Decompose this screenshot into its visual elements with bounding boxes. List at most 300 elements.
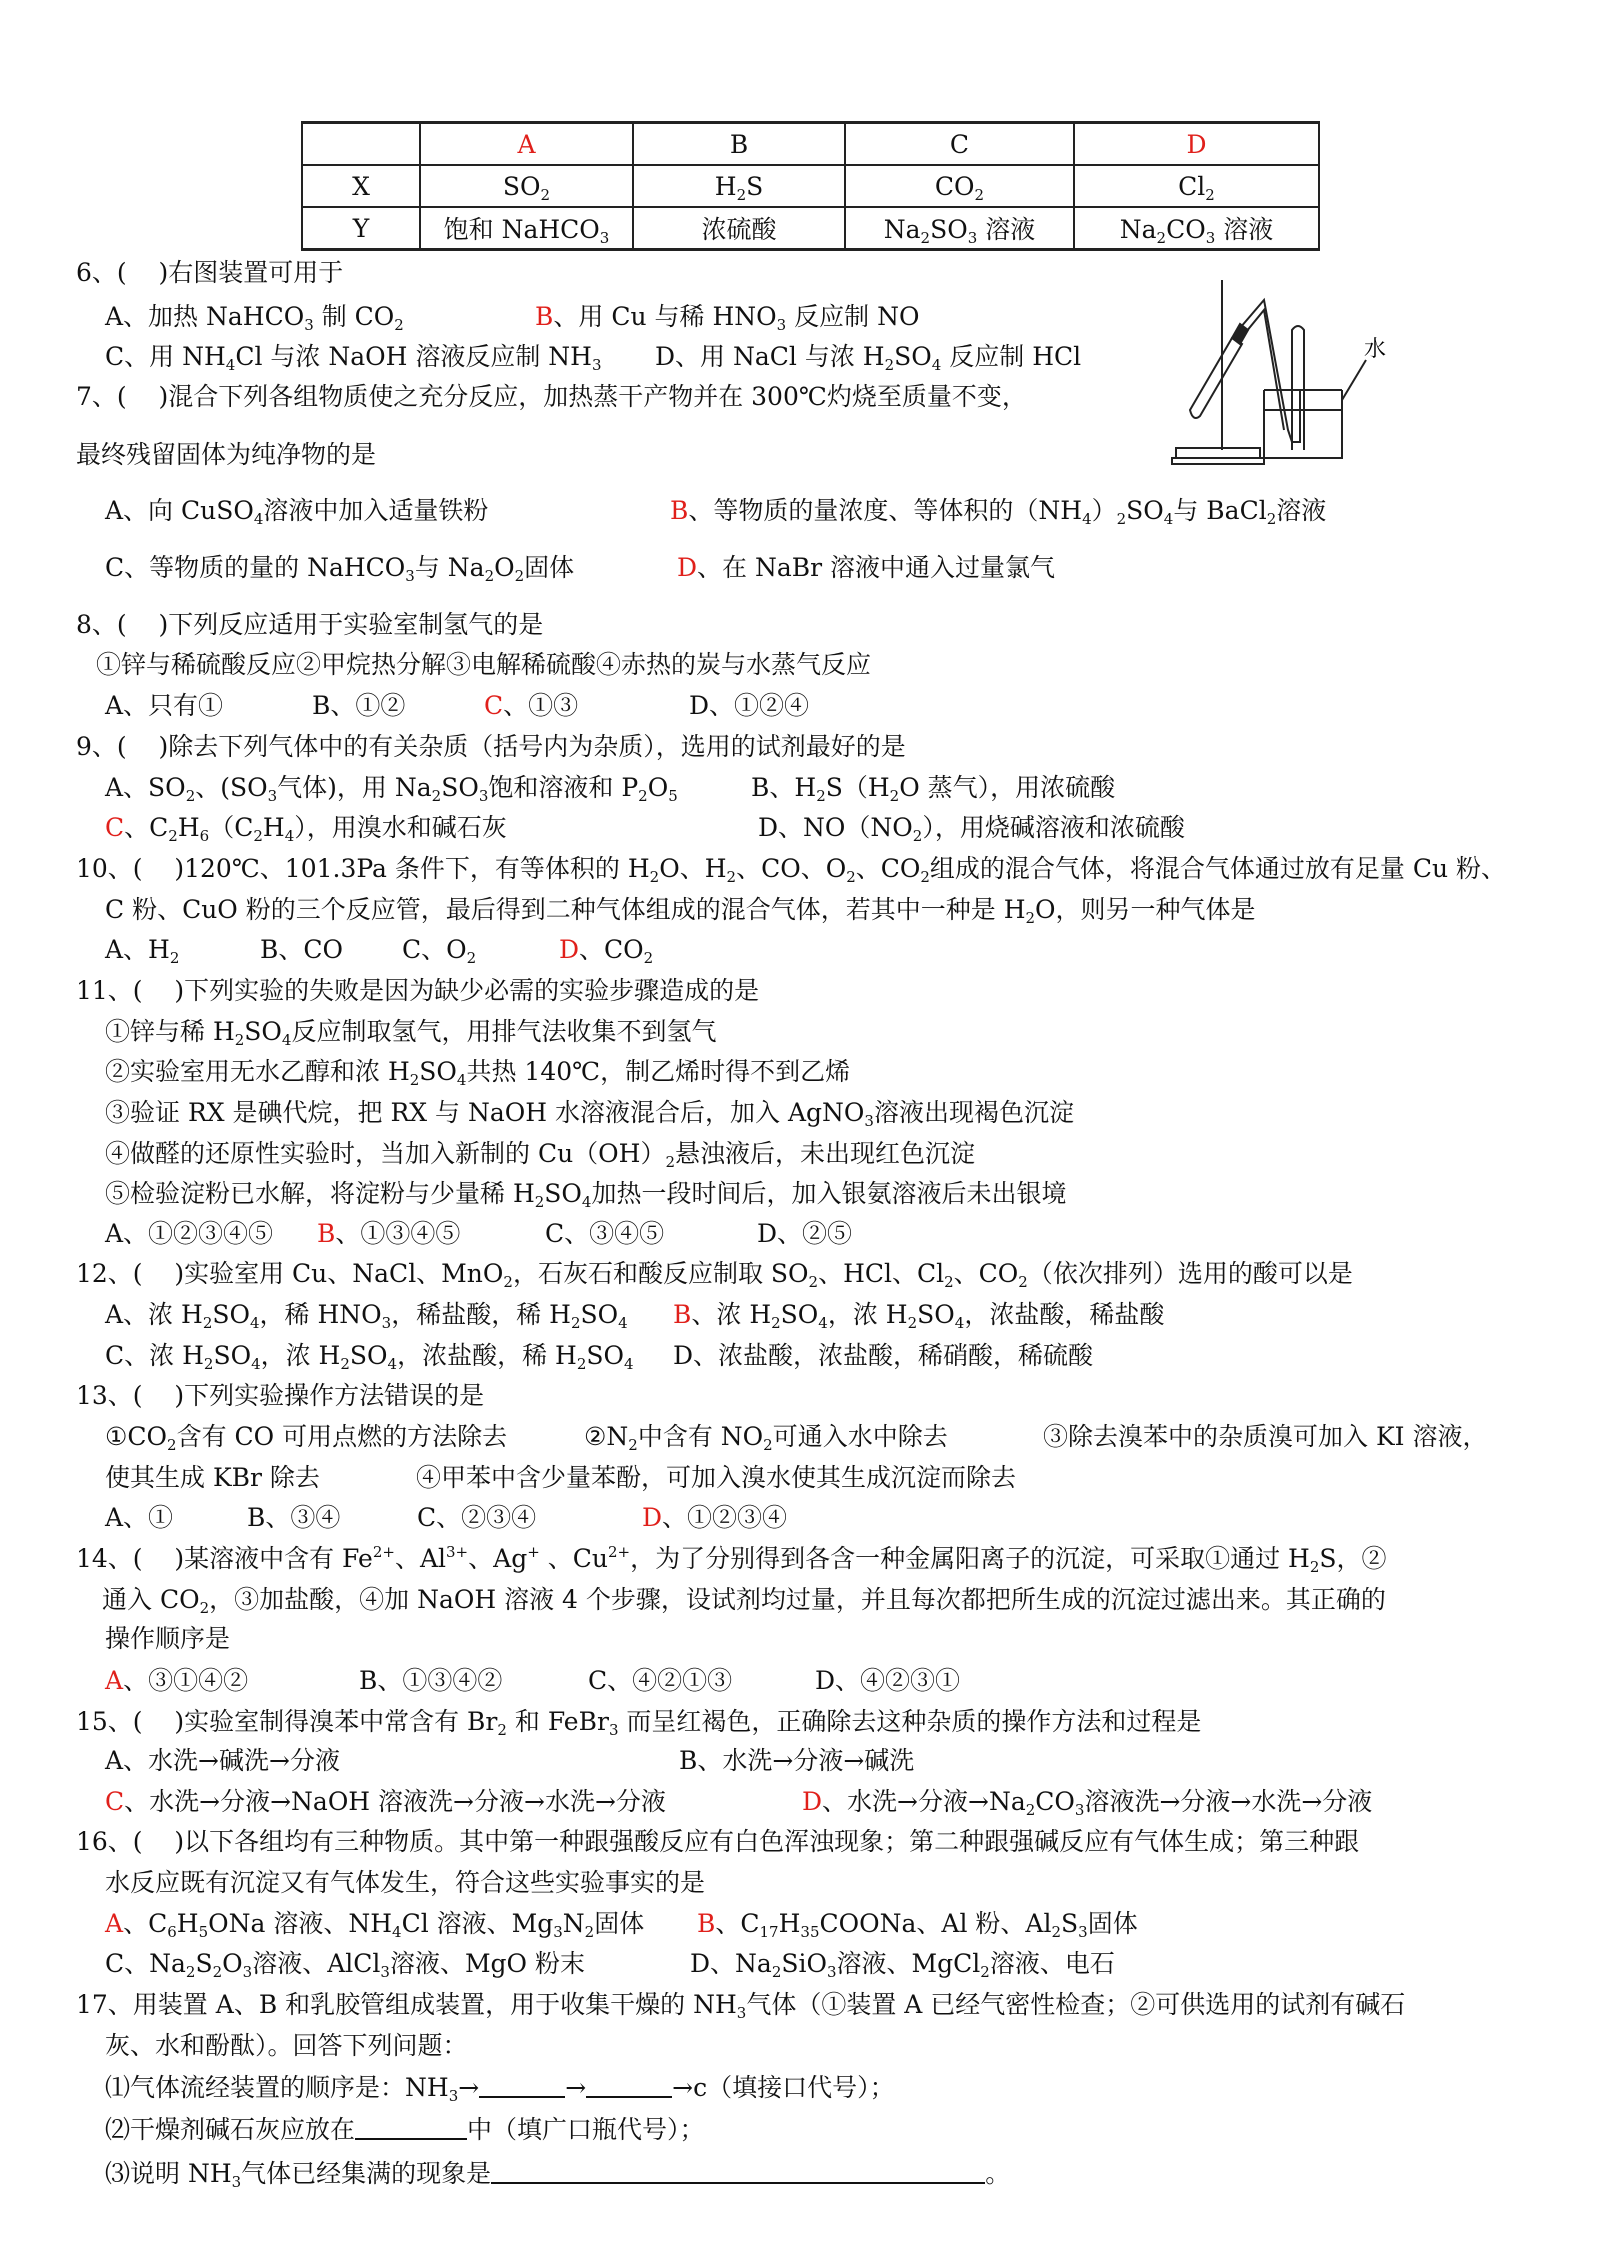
table-cell — [302, 207, 420, 250]
text-run: 、浓 H — [691, 1300, 772, 1329]
subscript: 2 — [889, 787, 900, 805]
answer-blank[interactable] — [491, 2158, 985, 2184]
text-run: → — [565, 2073, 587, 2102]
answer-option — [677, 551, 1055, 585]
subscript: 2 — [665, 1153, 676, 1171]
subscript: 2 — [1018, 1273, 1028, 1291]
text-run: 溶液、电石 — [989, 1949, 1115, 1978]
text-run: 7、( )混合下列各组物质使之充分反应，加热蒸干产物并在 300℃灼烧至质量不变， — [76, 382, 1027, 411]
text-run: 制 CO — [313, 302, 395, 331]
text-run: ⑤检验淀粉已水解，将淀粉与少量稀 H — [105, 1179, 535, 1208]
subscript: 2 — [920, 868, 930, 886]
collecting-tube-icon — [1292, 326, 1304, 450]
subscript: 2 — [1205, 185, 1215, 204]
text-run: D、④②③① — [815, 1666, 961, 1695]
text-line — [102, 1583, 1386, 1617]
subscript: 2 — [584, 1923, 595, 1941]
text-run: 、水洗→分液→NaOH 溶液洗→分液→水洗→分液 — [124, 1787, 666, 1816]
text-run: H — [778, 1909, 801, 1938]
answer-blank[interactable] — [355, 2114, 467, 2140]
text-run: D、NO（NO — [758, 813, 913, 842]
text-run: 溶液、MgCl — [836, 1949, 981, 1978]
apparatus-figure — [1160, 270, 1460, 470]
text-run: 反应制 NO — [786, 302, 920, 331]
text-run: H — [176, 1909, 199, 1938]
text-run: S（H — [825, 773, 890, 802]
subscript: 2 — [394, 316, 404, 334]
subscript: 3 — [242, 1963, 253, 1981]
answer-option — [105, 1420, 507, 1454]
subscript: 2 — [974, 185, 985, 204]
subscript: 2 — [907, 1314, 918, 1332]
subscript: 2 — [570, 1314, 581, 1332]
subscript: 2 — [1051, 1923, 1062, 1941]
answer-option — [690, 1947, 1115, 1981]
table-header-cell — [1074, 123, 1319, 166]
subscript: 2 — [484, 567, 495, 585]
text-run: ），用溴水和碱石灰 — [294, 813, 507, 842]
text-line — [105, 1015, 716, 1049]
subscript: 4 — [281, 1031, 292, 1049]
subscript: 2 — [649, 868, 660, 886]
text-run: ，稀盐酸，稀 H — [391, 1300, 571, 1329]
answer-option — [751, 771, 1115, 805]
text-line — [76, 974, 759, 1008]
text-run: B、①③④② — [359, 1666, 503, 1695]
text-run: CO — [1166, 215, 1206, 244]
text-run: 、Ag — [468, 1544, 528, 1573]
subscript: 3 — [736, 2004, 747, 2022]
text-run: B、水洗→分液→碱洗 — [679, 1746, 915, 1775]
subscript: 2 — [808, 1273, 819, 1291]
subscript: 2 — [912, 827, 923, 845]
subscript: 3 — [381, 1314, 392, 1332]
gas-reagent-table — [301, 121, 1320, 251]
text-run: C、Na — [105, 1949, 186, 1978]
answer-option — [105, 551, 574, 585]
text-line — [105, 1137, 975, 1171]
text-run: Na — [1119, 215, 1157, 244]
answer-option — [670, 494, 1326, 528]
text-run: 浓硫酸 — [701, 215, 777, 244]
superscript: 2+ — [607, 1543, 631, 1561]
answer-option — [105, 1947, 585, 1981]
text-line — [76, 852, 1506, 886]
text-run: CO — [934, 171, 975, 201]
text-run: C、用 NH — [105, 342, 226, 371]
superscript: 2+ — [372, 1543, 395, 1561]
text-run: →c（填接口代号）； — [672, 2073, 895, 2102]
text-run: Cl 与浓 NaOH 溶液反应制 NH — [235, 342, 592, 371]
subscript: 4 — [392, 1923, 402, 1941]
answer-option — [757, 1217, 852, 1251]
answer-option — [588, 1664, 732, 1698]
answer-option — [260, 933, 343, 967]
table-header-cell — [420, 123, 633, 166]
text-run: O，则另一种气体是 — [1035, 895, 1256, 924]
text-run: 而呈红褐色，正确除去这种杂质的操作方法和过程是 — [618, 1707, 1202, 1736]
water-label: 水 — [1364, 337, 1387, 362]
subscript: 4 — [818, 1314, 828, 1332]
text-run: A、水洗→碱洗→分液 — [105, 1746, 340, 1775]
subscript: 3 — [967, 229, 978, 247]
table-header-cell — [845, 123, 1074, 166]
text-run: 16、( )以下各组均有三种物质。其中第一种跟强酸反应有白色浑浊现象；第二种跟强碱反应有气体生成；第三种跟 — [76, 1827, 1360, 1856]
table-header-row — [302, 123, 1319, 166]
text-run: B、①② — [312, 691, 406, 720]
answer-letter: B — [673, 1300, 692, 1329]
text-run: C — [949, 129, 970, 159]
subscript: 2 — [168, 827, 178, 845]
text-run: A、只有① — [105, 691, 224, 720]
text-run: Na — [883, 215, 921, 244]
text-line — [105, 893, 1256, 927]
text-run: C、③④⑤ — [545, 1219, 665, 1248]
text-run: 反应制 HCl — [941, 342, 1082, 371]
subscript: 2 — [185, 1963, 196, 1981]
answer-option — [673, 1298, 1164, 1332]
answer-option — [673, 1339, 1093, 1373]
text-run: 、水洗→分液→Na — [822, 1787, 1026, 1816]
subscript: 4 — [954, 1314, 965, 1332]
superscript: + — [527, 1543, 540, 1561]
table-cell — [1074, 207, 1319, 250]
table-row — [302, 165, 1319, 207]
answer-blank[interactable] — [479, 2072, 565, 2098]
text-run: 中（填广口瓶代号）； — [467, 2115, 705, 2144]
subscript: 2 — [736, 185, 747, 204]
superscript: 3+ — [446, 1543, 469, 1561]
text-run: SO — [780, 1300, 819, 1329]
subscript: 2 — [234, 1031, 245, 1049]
text-run: 、C — [124, 813, 169, 842]
subscript: 3 — [608, 1721, 619, 1739]
subscript: 4 — [249, 1314, 260, 1332]
subscript: 2 — [638, 787, 648, 805]
text-run: 水反应既有沉淀又有气体发生，符合这些实验事实的是 — [105, 1868, 706, 1897]
answer-option — [655, 340, 1081, 374]
text-run: Cl — [1178, 171, 1206, 201]
table-cell — [302, 165, 420, 207]
text-run: ⑶说明 NH — [105, 2159, 232, 2188]
text-run: （C — [209, 813, 254, 842]
text-run: 、用 Cu 与稀 HNO — [553, 302, 777, 331]
text-run: C、浓 H — [105, 1341, 204, 1370]
text-run: N — [562, 1909, 585, 1938]
answer-option — [312, 689, 405, 723]
answer-letter: A — [105, 1909, 124, 1938]
subscript: 5 — [198, 1923, 209, 1941]
answer-letter: B — [317, 1219, 336, 1248]
text-run: 溶液 — [1215, 215, 1274, 244]
subscript: 4 — [931, 356, 942, 374]
text-run: 、Al — [394, 1544, 447, 1573]
subscript: 2 — [340, 1355, 350, 1373]
subscript: 3 — [380, 1963, 390, 1981]
text-run: ①锌与稀硫酸反应②甲烷热分解③电解稀硫酸④赤热的炭与水蒸气反应 — [96, 650, 872, 679]
subscript: 2 — [920, 229, 931, 247]
answer-letter: B — [535, 302, 554, 331]
subscript: 3 — [304, 316, 314, 334]
table-cell — [633, 165, 845, 207]
table-cell — [845, 165, 1074, 207]
text-run: A、H — [105, 935, 170, 964]
subscript: 2 — [771, 1963, 782, 1981]
text-run: 操作顺序是 — [105, 1624, 231, 1653]
answer-option — [484, 689, 578, 723]
text-run: 、①③④⑤ — [335, 1219, 461, 1248]
text-run: H — [177, 813, 200, 842]
answer-option — [417, 1501, 536, 1535]
text-run: A、① — [105, 1503, 174, 1532]
subscript: 2 — [534, 1193, 545, 1211]
text-run: ，浓 H — [260, 1341, 341, 1370]
text-line — [105, 1622, 230, 1656]
text-run: ②实验室用无水乙醇和浓 H — [105, 1057, 410, 1086]
subscript: 4 — [251, 1355, 261, 1373]
text-run: SO — [502, 171, 541, 201]
answer-option — [105, 300, 404, 334]
text-run: O 蒸气），用浓硫酸 — [899, 773, 1116, 802]
text-run: 8、( )下列反应适用于实验室制氢气的是 — [76, 610, 544, 639]
subscript: 3 — [553, 1923, 563, 1941]
text-line — [76, 1825, 1359, 1859]
text-run: A、加热 NaHCO — [105, 302, 305, 331]
table-row — [302, 207, 1319, 250]
answer-option — [559, 933, 653, 967]
text-run: Cl 溶液、Mg — [401, 1909, 554, 1938]
text-run: B、H — [751, 773, 817, 802]
text-run: 12、( )实验室用 Cu、NaCl、MnO — [76, 1259, 504, 1288]
text-run: S — [1061, 1909, 1079, 1938]
text-run: 固体 — [524, 553, 575, 582]
table-header-cell — [302, 123, 420, 166]
text-run: 反应制取氢气，用排气法收集不到氢气 — [291, 1017, 717, 1046]
text-run: SO — [1126, 496, 1164, 525]
subscript: 2 — [431, 787, 442, 805]
subscript: 17 — [759, 1923, 779, 1941]
answer-option — [105, 811, 507, 845]
answer-option — [815, 1664, 960, 1698]
subscript: 2 — [212, 1963, 223, 1981]
answer-option — [105, 1785, 666, 1819]
text-run: SO — [349, 1341, 388, 1370]
text-run: 9、( )除去下列气体中的有关杂质（括号内为杂质），选用的试剂最好的是 — [76, 732, 906, 761]
text-line — [76, 1542, 1387, 1576]
text-run: 6、( )右图装置可用于 — [76, 258, 344, 287]
text-run: 溶液 — [977, 215, 1036, 244]
text-run: D、浓盐酸，浓盐酸，稀硝酸，稀硫酸 — [673, 1341, 1094, 1370]
text-run: 、①②③④ — [662, 1503, 788, 1532]
answer-letter: D — [642, 1503, 663, 1532]
text-run: 13、( )下列实验操作方法错误的是 — [76, 1381, 485, 1410]
subscript: 4 — [581, 1193, 592, 1211]
text-line — [76, 1988, 1405, 2022]
text-run: 和 FeBr — [506, 1707, 609, 1736]
subscript: 3 — [591, 356, 602, 374]
subscript: 3 — [827, 1963, 837, 1981]
text-run: 溶液、AlCl — [252, 1949, 381, 1978]
subscript: 3 — [1078, 1923, 1088, 1941]
text-run: SO — [213, 1341, 252, 1370]
subscript: 3 — [1205, 229, 1216, 247]
answer-option — [105, 1664, 248, 1698]
text-run: O — [647, 773, 669, 802]
text-run: ⑴气体流经装置的顺序是：NH — [105, 2073, 449, 2102]
text-line — [76, 730, 906, 764]
subscript: 2 — [771, 1314, 781, 1332]
subscript: 2 — [203, 1355, 214, 1373]
text-run: H — [262, 813, 285, 842]
answer-option — [416, 1461, 1016, 1495]
text-run: Y — [352, 213, 370, 243]
subscript: 6 — [199, 827, 210, 845]
answer-option — [535, 300, 919, 334]
text-run: SO — [212, 1300, 250, 1329]
water-trough-icon — [1264, 360, 1366, 458]
subscript: 35 — [800, 1923, 820, 1941]
text-run: → — [458, 2073, 480, 2102]
subscript: 3 — [267, 787, 278, 805]
answer-option — [105, 771, 678, 805]
text-run: ，石灰石和酸反应制取 SO — [512, 1259, 809, 1288]
answer-option — [105, 1744, 340, 1778]
answer-option — [105, 1217, 273, 1251]
subscript: 2 — [846, 868, 856, 886]
text-run: C、等物质的量的 NaHCO — [105, 553, 406, 582]
text-run: 使其生成 KBr 除去 — [105, 1463, 320, 1492]
answer-letter: A — [105, 1666, 124, 1695]
subscript: 2 — [540, 185, 551, 204]
answer-option — [584, 1420, 948, 1454]
subscript: 3 — [864, 1112, 874, 1130]
text-run: 最终残留固体为纯净物的是 — [76, 440, 377, 469]
text-run: 气体)，用 Na — [277, 773, 432, 802]
text-run: 饱和 NaHCO — [443, 215, 600, 244]
subscript: 2 — [169, 949, 180, 967]
text-run: ，浓盐酸，稀 H — [397, 1341, 577, 1370]
text-line — [105, 2071, 895, 2105]
answer-letter: C — [105, 1787, 125, 1816]
text-run: 共热 140℃，制乙烯时得不到乙烯 — [466, 1057, 851, 1086]
answer-letter: B — [670, 496, 689, 525]
subscript: 4 — [284, 827, 295, 845]
answer-letter: B — [697, 1909, 716, 1938]
text-line — [105, 2029, 468, 2063]
subscript: 2 — [576, 1355, 587, 1373]
subscript: 2 — [980, 1963, 990, 1981]
text-run: B、③④ — [247, 1503, 341, 1532]
text-run: H — [714, 171, 737, 201]
text-run: S — [195, 1949, 213, 1978]
text-run: 、①③ — [503, 691, 579, 720]
subscript: 2 — [643, 949, 654, 967]
text-run: ，浓 H — [827, 1300, 908, 1329]
text-run: 、CO — [855, 854, 921, 883]
text-run: A、SO — [105, 773, 186, 802]
subscript: 2 — [628, 1436, 638, 1454]
text-run: ONa 溶液、NH — [208, 1909, 393, 1938]
text-run: O — [494, 553, 515, 582]
text-run: COONa、Al 粉、Al — [819, 1909, 1052, 1938]
text-run: B、CO — [260, 935, 343, 964]
answer-option — [105, 689, 223, 723]
subscript: 2 — [199, 1599, 210, 1617]
text-run: S — [746, 171, 764, 201]
text-run: D、用 NaCl 与浓 H — [655, 342, 885, 371]
text-run: 、C — [123, 1909, 168, 1938]
subscript: 2 — [884, 356, 895, 374]
subscript: 2 — [726, 868, 737, 886]
answer-option — [1043, 1420, 1487, 1454]
text-run: 、HCl、Cl — [818, 1259, 945, 1288]
text-run: 、Cu — [539, 1544, 608, 1573]
subscript: 4 — [387, 1355, 398, 1373]
text-run: SO — [917, 1300, 955, 1329]
answer-option — [105, 1298, 628, 1332]
answer-option — [758, 811, 1185, 845]
text-line — [105, 2157, 1010, 2191]
text-run: 、③①④② — [123, 1666, 249, 1695]
subscript: 2 — [816, 787, 826, 805]
answer-option — [105, 933, 179, 967]
text-run: 通入 CO — [102, 1585, 200, 1614]
table-cell — [420, 207, 633, 250]
text-run: ④甲苯中含少量苯酚，可加入溴水使其生成沉淀而除去 — [416, 1463, 1017, 1492]
text-line — [96, 648, 871, 682]
text-run: D、Na — [690, 1949, 772, 1978]
subscript: 6 — [167, 1923, 177, 1941]
answer-option — [545, 1217, 664, 1251]
text-run: ③除去溴苯中的杂质溴可加入 KI 溶液， — [1043, 1422, 1488, 1451]
text-run: 溶液、MgO 粉末 — [389, 1949, 585, 1978]
table-cell — [845, 207, 1074, 250]
subscript: 3 — [231, 2173, 242, 2191]
subscript: 4 — [624, 1355, 634, 1373]
text-line — [76, 1257, 1353, 1291]
text-run: SO — [441, 773, 479, 802]
text-run: ，稀 HNO — [259, 1300, 382, 1329]
answer-option — [105, 1501, 173, 1535]
text-run: ⑵干燥剂碱石灰应放在 — [105, 2115, 356, 2144]
text-run: C、②③④ — [417, 1503, 537, 1532]
text-line — [105, 1866, 705, 1900]
text-run: ，为了分别得到各含一种金属阳离子的沉淀，可采取①通过 H — [630, 1544, 1310, 1573]
subscript: 2 — [763, 1436, 773, 1454]
text-line — [105, 1177, 1066, 1211]
text-run: ，浓盐酸，稀盐酸 — [964, 1300, 1165, 1329]
answer-option — [359, 1664, 502, 1698]
text-run: SO — [580, 1300, 619, 1329]
subscript: 3 — [599, 229, 610, 247]
text-run: 中含有 NO — [637, 1422, 764, 1451]
text-run: 15、( )实验室制得溴苯中常含有 Br — [76, 1707, 498, 1736]
subscript: 4 — [1082, 510, 1092, 528]
text-run: 溶液中加入适量铁粉 — [263, 496, 489, 525]
text-run: 灰、水和酚酞）。回答下列问题： — [105, 2031, 468, 2060]
answer-blank[interactable] — [586, 2072, 672, 2098]
answer-letter: D — [559, 935, 580, 964]
text-run: 与 BaCl — [1173, 496, 1267, 525]
text-run: O — [222, 1949, 243, 1978]
subscript: 4 — [1163, 510, 1174, 528]
text-run: 、CO — [579, 935, 644, 964]
answer-letter: D — [1186, 129, 1207, 159]
text-run: 组成的混合气体，将混合气体通过放有足量 Cu 粉、 — [929, 854, 1507, 883]
text-line — [76, 608, 543, 642]
text-run: CO — [1035, 1787, 1075, 1816]
answer-option — [802, 1785, 1372, 1819]
